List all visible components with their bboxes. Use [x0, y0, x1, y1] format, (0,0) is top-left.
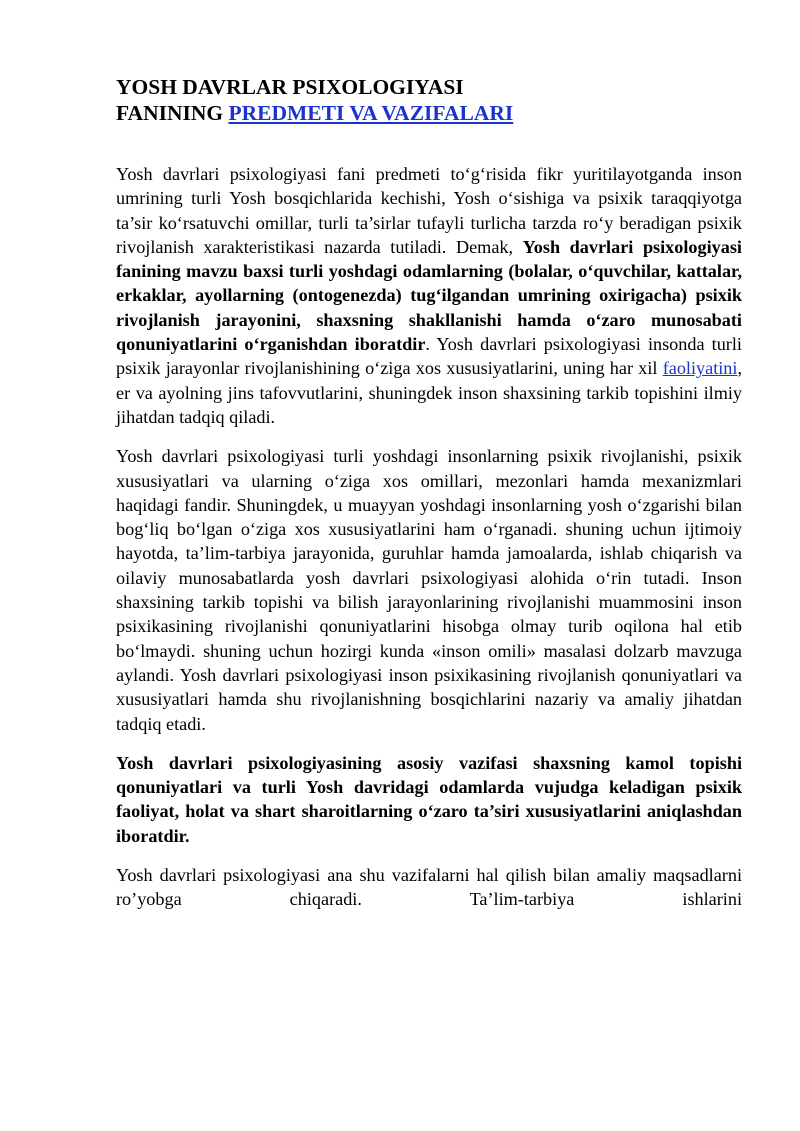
- title-link-predmeti[interactable]: PREDMETI VA VAZIFALARI: [228, 101, 514, 125]
- paragraph-1-part-1: Yosh davrlari psixologiyasi fani predmeti to‘g‘risida fikr yuritilayotganda inson umrining turli Yosh bosqichlarida kechishi, Yosh o‘sishiga va psixik taraqqiyotga ta’sir ko‘rsatuvchi omillar, turli ta’sirlar tufayli turlicha tarzda ro‘y beradigan psixik rivojlanish xarakteristikasi nazarda tutiladi. Demak,: [116, 164, 742, 257]
- paragraph-4: Yosh davrlari psixologiyasi ana shu vazifalarni hal qilish bilan amaliy maqsadlarni ro’yobga chiqaradi. Ta’lim-tarbiya ishlarini: [116, 865, 742, 910]
- paragraph-3-bold: Yosh davrlari psixologiyasining asosiy vazifasi shaxsning kamol topishi qonuniyatlari va turli Yosh davridagi odamlarda vujudga keladigan psixik faoliyat, holat va shart sharoitlarning o‘zaro ta’siri xususiyatlarini aniqlashdan iboratdir.: [116, 752, 742, 846]
- paragraph-1: [116, 162, 742, 429]
- faoliyatini-link[interactable]: faoliyatini: [662, 358, 738, 379]
- paragraph-2: Yosh davrlari psixologiyasi turli yoshdagi insonlarning psixik rivojlanishi, psixik xususiyatlari va ularning o‘ziga xos omillari, mezonlari hamda mexanizmlari haqidagi fandir. Shuningdek, u muayyan yoshdagi insonlarning yosh o‘zgarishi bilan bog‘liq bo‘lgan o‘ziga xos xususiyatlarini ham o‘rganadi. shuning uchun ijtimoiy hayotda, ta’lim-tarbiya jarayonida, guruhlar hamda jamoalarda, ishlab chiqarish va oilaviy munosabatlarda yosh davrlari psixologiyasi alohida o‘rin tutadi. Inson shaxsining tarkib topishi va bilish jarayonlarining rivojlanishi muammosini inson psixikasining rivojlanishi qonuniyatlarini hisobga olmay turib oqilona hal etib bo‘lmaydi. shuning uchun hozirgi kunda «inson omili» masalasi dolzarb mavzuga aylandi. Yosh davrlari psixologiyasi inson psixikasining rivojlanish qonuniyatlari va xususiyatlari hamda shu rivojlanishning bosqichlarini nazariy va amaliy jihatdan tadqiq etadi.: [116, 446, 742, 734]
- title-line-1: YOSH DAVRLAR PSIXOLOGIYASI: [116, 75, 464, 99]
- document-title: [116, 74, 742, 126]
- title-line-2: [116, 100, 742, 126]
- paragraph-1-part-3: , er va ayolning jins tafovvutlarini, shuningdek inson shaxsining tarkib topishini ilmiy jihatdan tadqiq qiladi.: [116, 358, 742, 427]
- document-page: [116, 74, 742, 927]
- paragraph-1-bold-definition: Yosh davrlari psixologiyasi fanining mavzu baxsi turli yoshdagi odamlarning (bolalar, o‘quvchilar, kattalar, erkaklar, ayollarning (ontogenezda) tug‘ilgandan umrining oxirigacha) psixik rivojlanish jarayonini, shaxsning shakllanishi hamda o‘zaro munosabati qonuniyatlarini o‘rganishdan iboratdir: [116, 236, 742, 355]
- paragraph-1-part-2: . Yosh davrlari psixologiyasi insonda turli psixik jarayonlar rivojlanishining o‘ziga xos xususiyatlarini, uning har xil: [116, 334, 742, 379]
- title-line-2-prefix: FANINING: [116, 101, 229, 125]
